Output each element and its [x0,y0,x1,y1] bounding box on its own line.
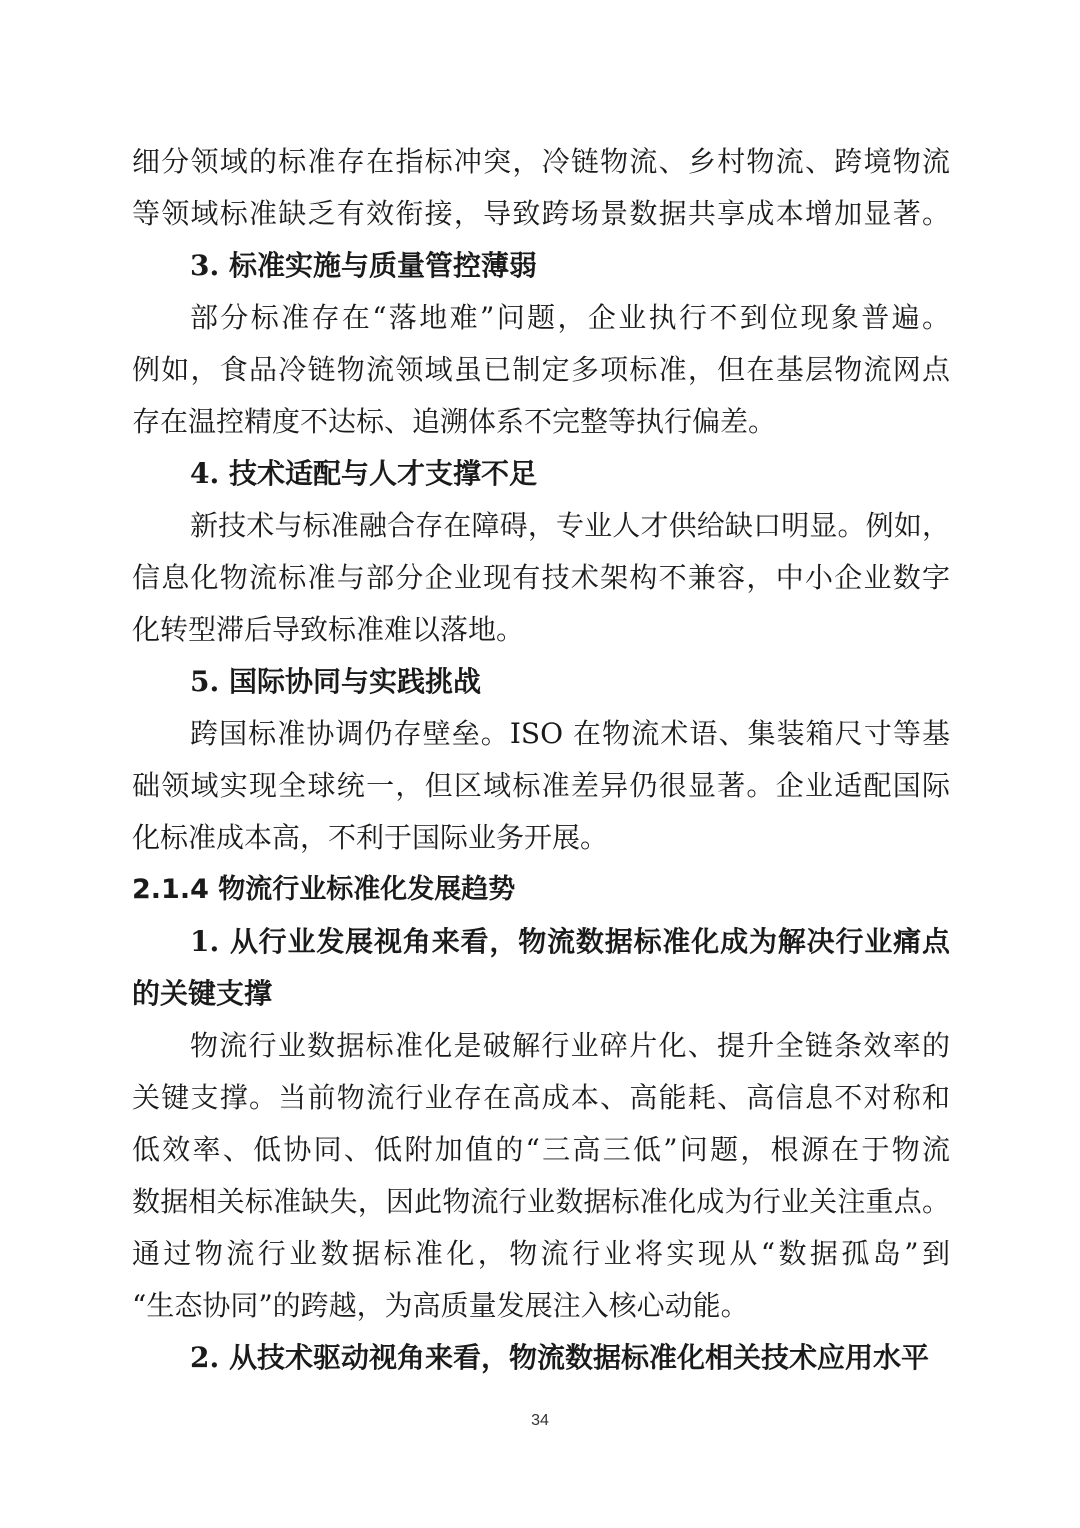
paragraph-4 [132,500,950,656]
trend-paragraph-1 [132,1020,950,1332]
document-page [132,136,950,1384]
text-line: 细分领域的标准存在指标冲突，冷链物流、乡村物流、跨境物流 [132,145,950,178]
paragraph-continuation [132,136,950,240]
text-line: 存在温控精度不达标、追溯体系不完整等执行偏差。 [132,405,777,438]
text-line: 的关键支撑 [132,977,273,1010]
paragraph-5 [132,708,950,864]
section-heading-2-1-4 [132,864,950,916]
text-line: 关键支撑。当前物流行业存在高成本、高能耗、高信息不对称和 [132,1081,950,1114]
text-line: 5. 国际协同与实践挑战 [190,665,481,698]
text-line: 数据相关标准缺失，因此物流行业数据标准化成为行业关注重点。 [132,1185,950,1218]
text-line: “生态协同”的跨越，为高质量发展注入核心动能。 [132,1289,749,1322]
text-line: 通过物流行业数据标准化，物流行业将实现从“数据孤岛”到 [132,1237,950,1270]
text-line: 2.1.4 物流行业标准化发展趋势 [132,874,516,905]
text-line: 物流行业数据标准化是破解行业碎片化、提升全链条效率的 [190,1029,950,1062]
text-line: 4. 技术适配与人才支撑不足 [190,457,537,490]
text-line: 新技术与标准融合存在障碍，专业人才供给缺口明显。例如， [190,509,950,542]
text-line: 部分标准存在“落地难”问题，企业执行不到位现象普遍。 [190,301,950,334]
text-line: 信息化物流标准与部分企业现有技术架构不兼容，中小企业数字 [132,561,950,594]
text-line: 2. 从技术驱动视角来看，物流数据标准化相关技术应用水平 [190,1341,929,1374]
subheading-4 [132,448,950,500]
text-line: 化标准成本高，不利于国际业务开展。 [132,821,609,854]
trend-heading-2 [132,1332,950,1384]
text-line: 化转型滞后导致标准难以落地。 [132,613,525,646]
text-line: 1. 从行业发展视角来看，物流数据标准化成为解决行业痛点 [190,925,950,958]
text-line: 等领域标准缺乏有效衔接，导致跨场景数据共享成本增加显著。 [132,197,950,230]
subheading-3 [132,240,950,292]
text-line: 跨国标准协调仍存壁垒。ISO 在物流术语、集装箱尺寸等基 [190,717,950,750]
text-line: 础领域实现全球统一，但区域标准差异仍很显著。企业适配国际 [132,769,950,802]
text-line: 例如，食品冷链物流领域虽已制定多项标准，但在基层物流网点 [132,353,950,386]
text-line: 3. 标准实施与质量管控薄弱 [190,249,537,282]
page-number: 34 [531,1412,549,1429]
subheading-5 [132,656,950,708]
trend-heading-1 [132,916,950,1020]
paragraph-3 [132,292,950,448]
text-line: 低效率、低协同、低附加值的“三高三低”问题，根源在于物流 [132,1133,950,1166]
